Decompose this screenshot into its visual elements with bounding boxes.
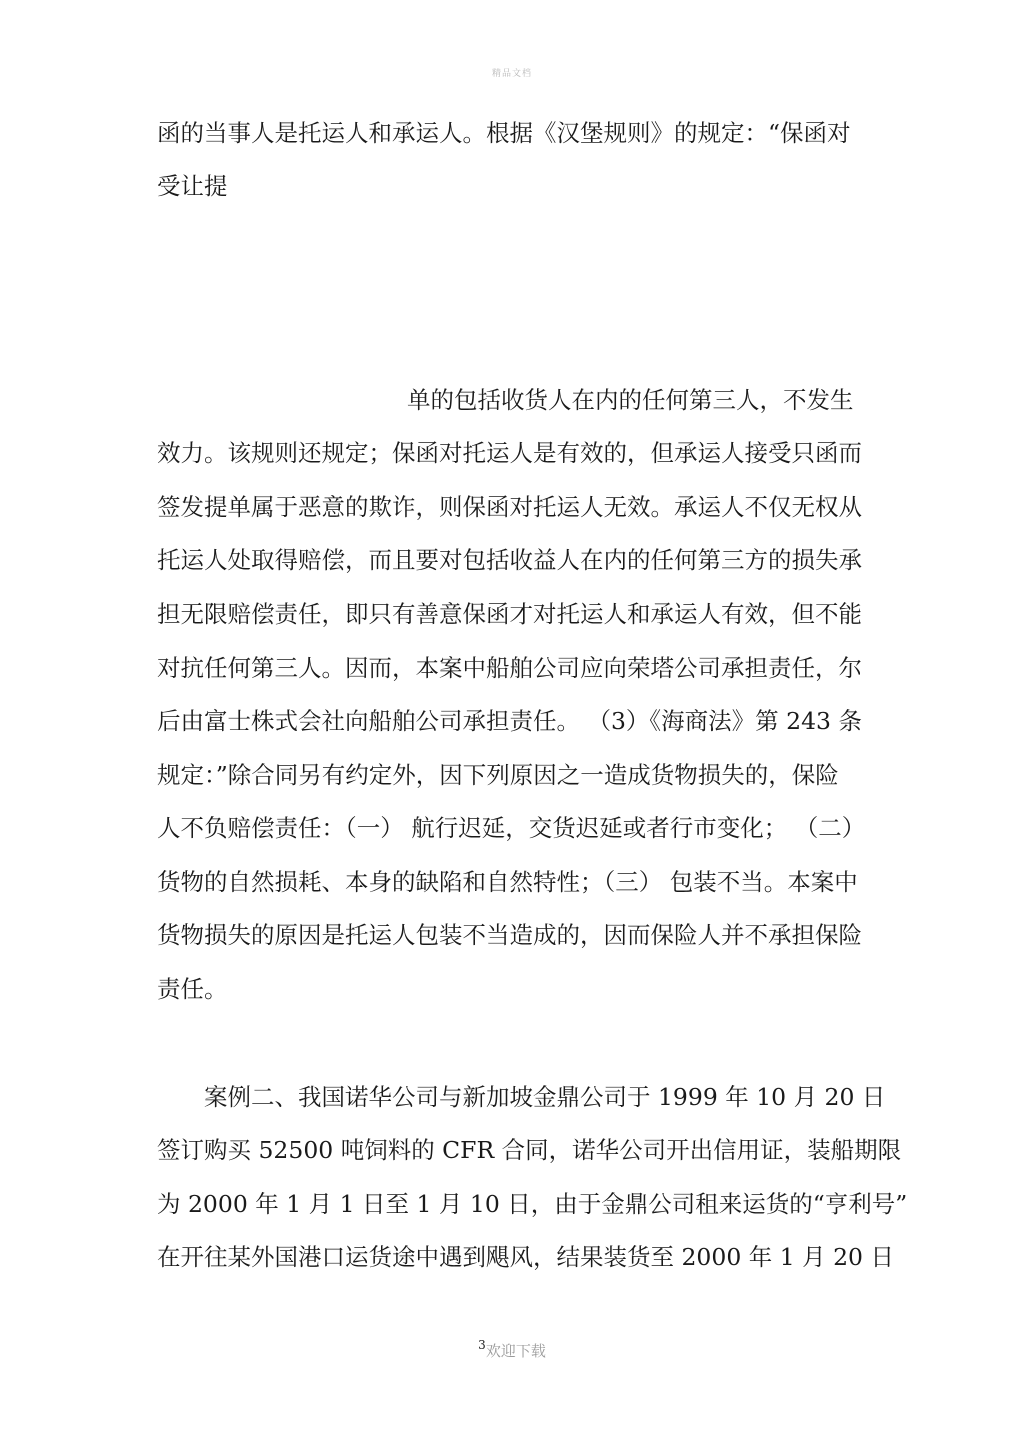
text-line: 责任。: [157, 975, 228, 1003]
page-footer: [0, 1340, 1024, 1361]
text-line: 后由富士株式会社向船舶公司承担责任。 （3）《海商法》第 243 条: [157, 707, 862, 735]
text-line: 人不负赔偿责任：（一） 航行迟延，交货迟延或者行市变化； （二）: [157, 814, 866, 842]
text-line: 案例二、我国诺华公司与新加坡金鼎公司于 1999 年 10 月 20 日: [204, 1083, 886, 1111]
header-watermark: 精品文档: [491, 69, 532, 79]
text-line: 托运人处取得赔偿，而且要对包括收益人在内的任何第三方的损失承: [157, 546, 862, 574]
text-line: 效力。该规则还规定；保函对托运人是有效的，但承运人接受只函而: [157, 439, 862, 467]
text-line: 为 2000 年 1 月 1 日至 1 月 10 日，由于金鼎公司租来运货的“亨利号”: [157, 1190, 908, 1218]
text-line: 规定：”除合同另有约定外，因下列原因之一造成货物损失的，保险: [157, 761, 839, 789]
text-line: 对抗任何第三人。因而，本案中船舶公司应向荣塔公司承担责任，尔: [157, 654, 862, 682]
text-line: 单的包括收货人在内的任何第三人，不发生: [407, 386, 854, 414]
text-line: 货物的自然损耗、本身的缺陷和自然特性；（三） 包装不当。本案中: [157, 868, 858, 896]
text-line: 货物损失的原因是托运人包装不当造成的，因而保险人并不承担保险: [157, 921, 862, 949]
text-line: 受让提: [157, 172, 228, 200]
footer-watermark: 欢迎下载: [485, 1342, 546, 1360]
text-line: 函的当事人是托运人和承运人。根据《汉堡规则》的规定：“保函对: [157, 119, 851, 147]
text-line: 在开往某外国港口运货途中遇到飓风，结果装货至 2000 年 1 月 20 日: [157, 1243, 894, 1271]
text-line: 签发提单属于恶意的欺诈，则保函对托运人无效。承运人不仅无权从: [157, 493, 862, 521]
page-number: 3: [478, 1338, 486, 1352]
text-line: 担无限赔偿责任，即只有善意保函才对托运人和承运人有效，但不能: [157, 600, 862, 628]
text-line: 签订购买 52500 吨饲料的 CFR 合同，诺华公司开出信用证，装船期限: [157, 1136, 902, 1164]
